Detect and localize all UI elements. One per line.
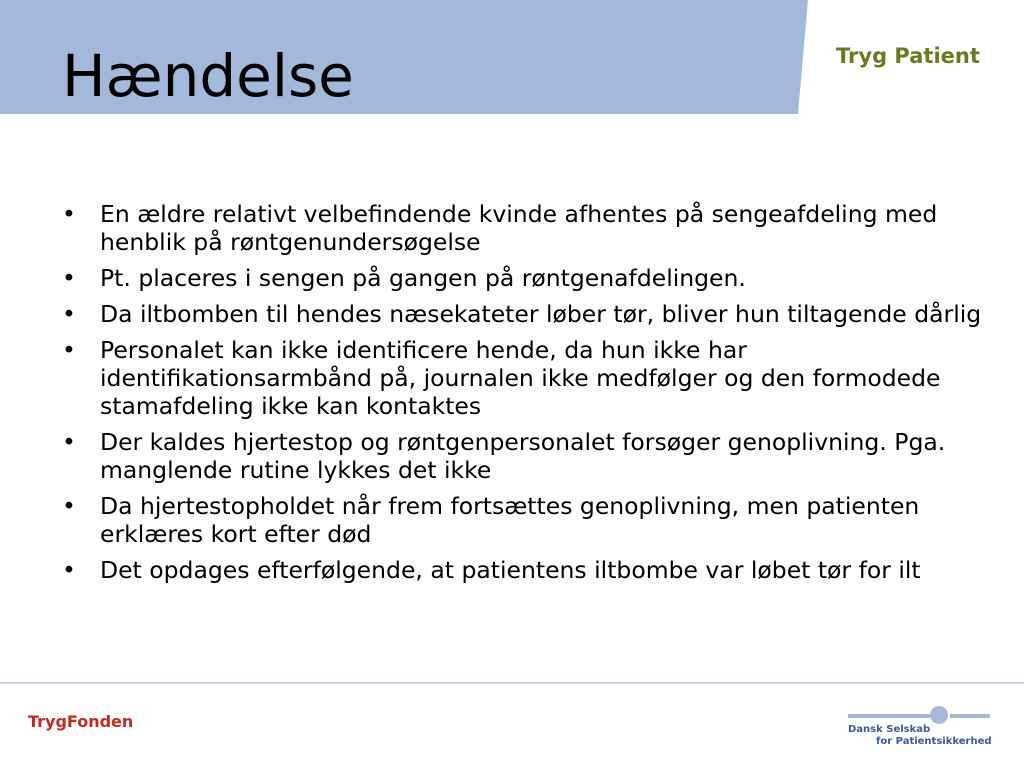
society-logo-line1: Dansk Selskab [848, 724, 931, 735]
bullet-text: Da hjertestopholdet når frem fortsættes genoplivning, men patienten erklæres kort efter død [100, 492, 920, 548]
bullet-text: Der kaldes hjertestop og røntgenpersonalet forsøger genoplivning. Pga. manglende rutine lykkes det ikke [100, 428, 946, 484]
footer-divider [0, 682, 1024, 684]
bullet-list [62, 200, 982, 592]
list-item [62, 300, 982, 328]
bullet-text: Det opdages efterfølgende, at patientens iltbombe var løbet tør for ilt [100, 556, 921, 584]
list-item [62, 264, 982, 292]
slide-title: Hændelse [62, 42, 354, 110]
bullet-text: Da iltbomben til hendes næsekateter løber tør, bliver hun tiltagende dårlig [100, 300, 982, 328]
list-item [62, 200, 982, 256]
bullet-text: En ældre relativt velbefindende kvinde afhentes på sengeafdeling med henblik på røntgenundersøgelse [100, 200, 938, 256]
list-item [62, 428, 982, 484]
tryg-patient-logo: Tryg Patient [836, 44, 980, 68]
list-item [62, 492, 982, 548]
bullet-text: Pt. placeres i sengen på gangen på røntgenafdelingen. [100, 264, 746, 292]
bullet-icon: • [62, 492, 76, 520]
trygfonden-logo: TrygFonden [28, 712, 134, 731]
logo-bar-right [950, 714, 990, 718]
list-item [62, 556, 982, 584]
bullet-icon: • [62, 300, 76, 328]
society-logo-line2: for Patientsikkerhed [876, 736, 992, 747]
bullet-icon: • [62, 556, 76, 584]
logo-circle [930, 706, 948, 724]
bullet-icon: • [62, 428, 76, 456]
bullet-icon: • [62, 200, 76, 228]
bullet-icon: • [62, 264, 76, 292]
list-item [62, 336, 982, 420]
bullet-text: Personalet kan ikke identificere hende, da hun ikke har identifikationsarmbånd på, journalen ikke medfølger og den formodede stamafdeling ikke kan kontaktes [100, 336, 941, 420]
patient-safety-society-logo [846, 705, 996, 751]
logo-bar-left [848, 714, 930, 718]
bullet-icon: • [62, 336, 76, 364]
